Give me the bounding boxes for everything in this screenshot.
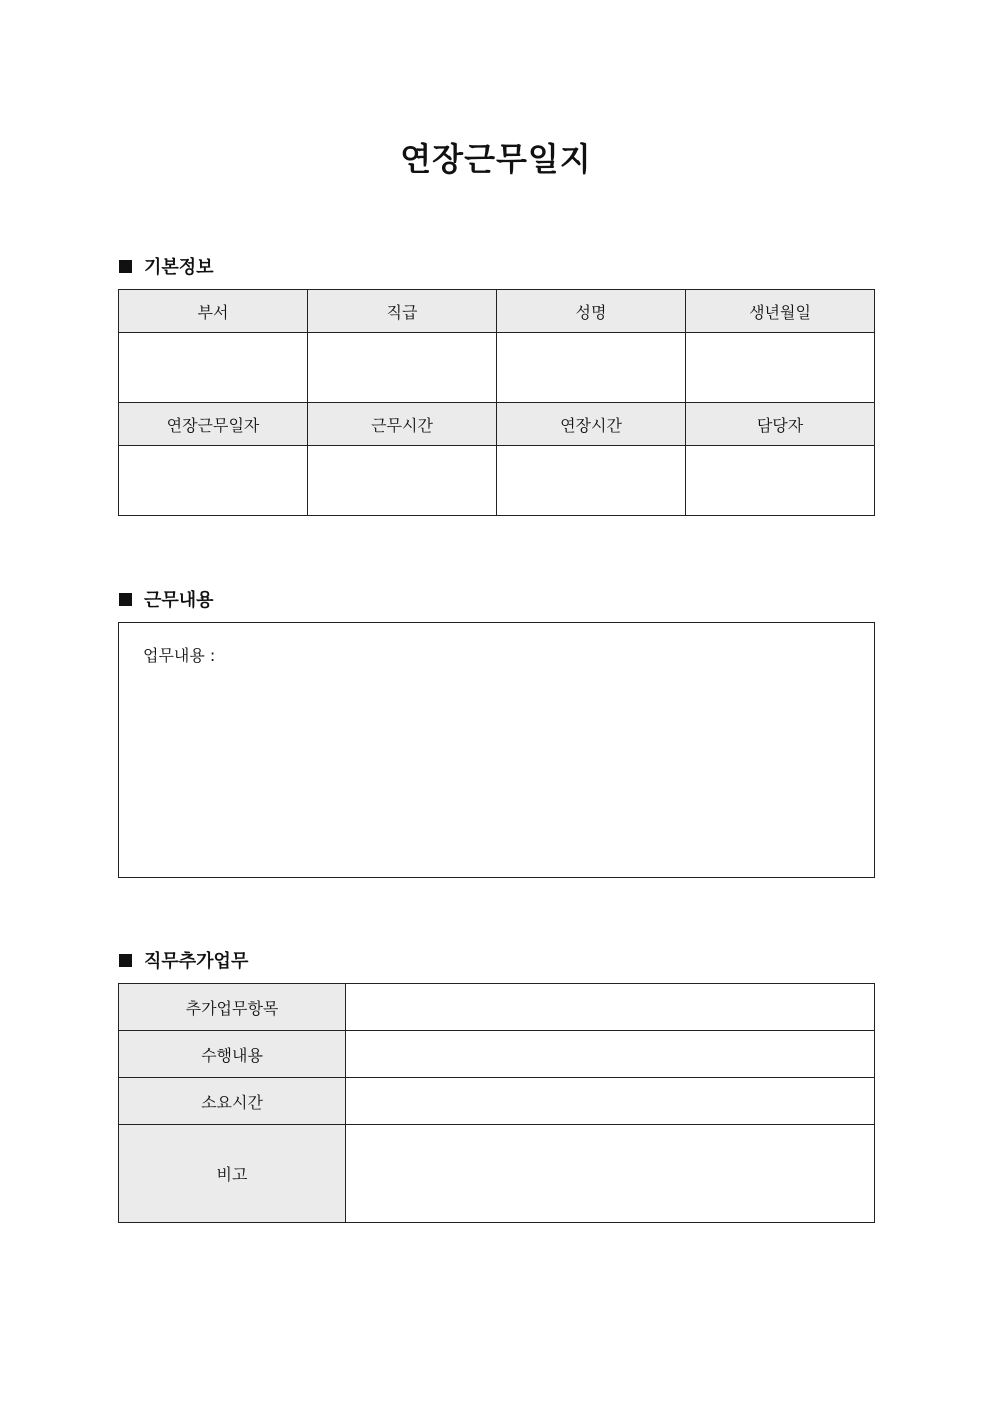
section-heading-label: 근무내용 bbox=[144, 590, 214, 611]
value-cell-overtime-hours[interactable] bbox=[497, 446, 686, 516]
work-content-box[interactable] bbox=[118, 622, 875, 878]
section-heading-label: 직무추가업무 bbox=[144, 951, 249, 972]
table-value-row bbox=[119, 333, 875, 403]
row-label-time-required: 소요시간 bbox=[119, 1078, 346, 1125]
table-value-row bbox=[119, 446, 875, 516]
square-bullet-icon bbox=[119, 954, 132, 967]
extra-duty-table bbox=[118, 983, 875, 1223]
value-cell-manager[interactable] bbox=[686, 446, 875, 516]
header-cell-birthdate: 생년월일 bbox=[686, 290, 875, 333]
header-cell-work-hours: 근무시간 bbox=[308, 403, 497, 446]
value-cell-remarks[interactable] bbox=[346, 1125, 875, 1223]
header-cell-overtime-date: 연장근무일자 bbox=[119, 403, 308, 446]
section-heading-work-content bbox=[119, 586, 214, 612]
section-heading-basic-info bbox=[119, 253, 214, 279]
value-cell-time-required[interactable] bbox=[346, 1078, 875, 1125]
table-row bbox=[119, 984, 875, 1031]
table-row bbox=[119, 1031, 875, 1078]
table-row bbox=[119, 1078, 875, 1125]
square-bullet-icon bbox=[119, 593, 132, 606]
page-title: 연장근무일지 bbox=[400, 140, 592, 178]
value-cell-birthdate[interactable] bbox=[686, 333, 875, 403]
section-heading-extra-duty bbox=[119, 947, 248, 973]
table-header-row bbox=[119, 403, 875, 446]
value-cell-extra-item[interactable] bbox=[346, 984, 875, 1031]
header-cell-position: 직급 bbox=[308, 290, 497, 333]
table-row bbox=[119, 1125, 875, 1223]
value-cell-performance[interactable] bbox=[346, 1031, 875, 1078]
value-cell-name[interactable] bbox=[497, 333, 686, 403]
row-label-extra-item: 추가업무항목 bbox=[119, 984, 346, 1031]
table-header-row bbox=[119, 290, 875, 333]
row-label-remarks: 비고 bbox=[119, 1125, 346, 1223]
value-cell-overtime-date[interactable] bbox=[119, 446, 308, 516]
header-cell-manager: 담당자 bbox=[686, 403, 875, 446]
header-cell-department: 부서 bbox=[119, 290, 308, 333]
value-cell-department[interactable] bbox=[119, 333, 308, 403]
square-bullet-icon bbox=[119, 260, 132, 273]
value-cell-work-hours[interactable] bbox=[308, 446, 497, 516]
header-cell-name: 성명 bbox=[497, 290, 686, 333]
section-heading-label: 기본정보 bbox=[144, 257, 214, 278]
value-cell-position[interactable] bbox=[308, 333, 497, 403]
row-label-performance: 수행내용 bbox=[119, 1031, 346, 1078]
work-content-label: 업무내용 : bbox=[143, 646, 216, 665]
header-cell-overtime-hours: 연장시간 bbox=[497, 403, 686, 446]
basic-info-table bbox=[118, 289, 875, 516]
